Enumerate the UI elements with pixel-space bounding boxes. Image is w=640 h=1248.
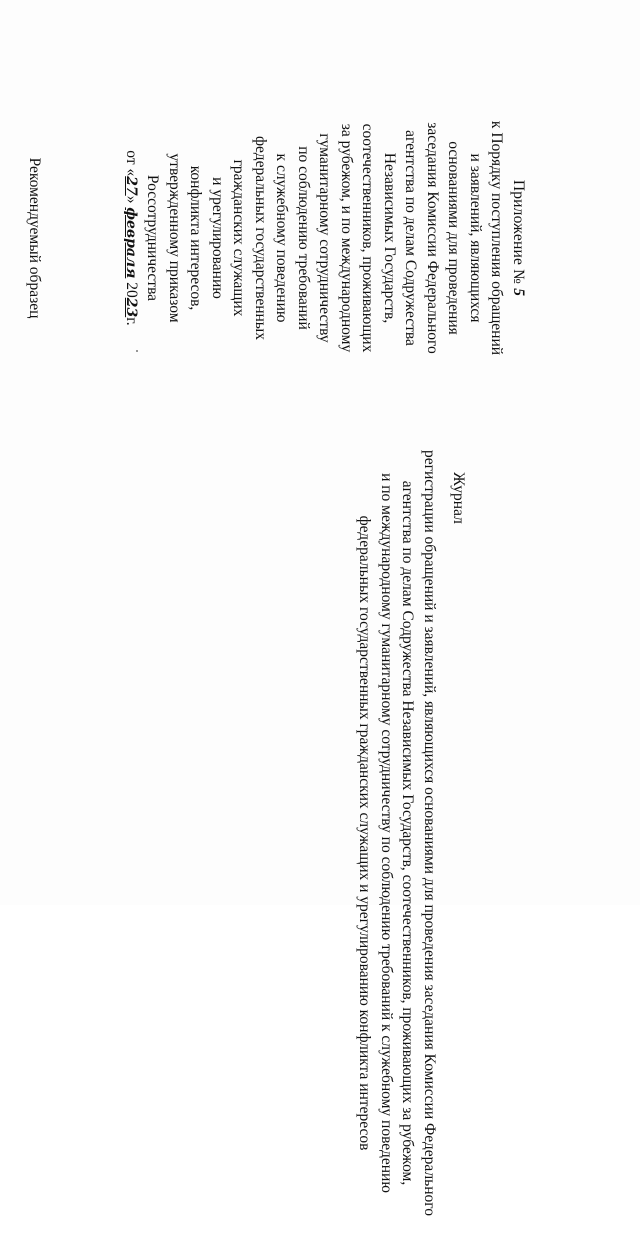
date-year: 23	[123, 297, 139, 318]
date-prefix: от «	[123, 150, 140, 177]
approval-line-10: по соблюдению требований	[295, 146, 312, 330]
scan-speck	[136, 350, 138, 352]
approval-line-3: основаниями для проведения	[445, 141, 463, 335]
approval-line-14: и урегулированию	[209, 177, 226, 299]
approval-line-8: за рубежом, и по международному	[338, 123, 355, 353]
approval-line-11: к служебному поведению	[273, 153, 291, 323]
approval-line-4: заседания Комиссии Федерального	[424, 122, 441, 354]
approval-line-7: соотечественников, проживающих	[359, 123, 377, 353]
date-month: февраля	[123, 207, 139, 279]
journal-line-2: агентства по делам Содружества Независимых Государств, соотечественников, проживающих за рубежом,	[399, 480, 417, 1186]
journal-title: Журнал	[450, 472, 467, 524]
date-year-prefix: 20	[123, 278, 140, 298]
appendix-number: 5	[510, 288, 527, 297]
approval-line-17: Россотрудничества	[144, 174, 162, 302]
approval-line-12: федеральных государственных	[252, 136, 269, 340]
appendix-title	[508, 68, 530, 408]
approval-line-5: агентства по делам Содружества	[402, 130, 420, 346]
journal-line-1: регистрации обращений и заявлений, являющихся основаниями для проведения заседания Комиссии Федерального	[421, 449, 438, 1217]
date-suffix: г.	[123, 317, 140, 326]
approval-line-13: гражданских служащих	[230, 159, 248, 317]
approval-line-2: и заявлений, являющихся	[467, 153, 484, 323]
approval-line-16: утвержденному приказом	[166, 153, 183, 323]
approval-line-15: конфликта интересов,	[187, 165, 205, 311]
rotated-content	[26, 38, 552, 1217]
approval-line-1: к Порядку поступления обращений	[488, 120, 506, 356]
appendix-title-prefix: Приложение №	[510, 179, 527, 289]
approval-line-6: Независимых Государств,	[381, 152, 398, 324]
approval-date	[120, 68, 143, 408]
journal-line-3: и по международному гуманитарному сотрудничеству по соблюдению требований к служебному поведению	[378, 473, 395, 1193]
date-mid: »	[123, 195, 140, 208]
journal-description	[354, 418, 440, 1248]
date-day: 27	[123, 176, 139, 196]
approval-line-9: гуманитарному сотрудничеству	[316, 133, 334, 343]
approval-block	[120, 68, 530, 408]
recommended-sample-label: Рекомендуемый образец	[26, 157, 43, 319]
journal-line-4: федеральных государственных гражданских служащих и урегулированию конфликта интересов	[356, 515, 374, 1151]
